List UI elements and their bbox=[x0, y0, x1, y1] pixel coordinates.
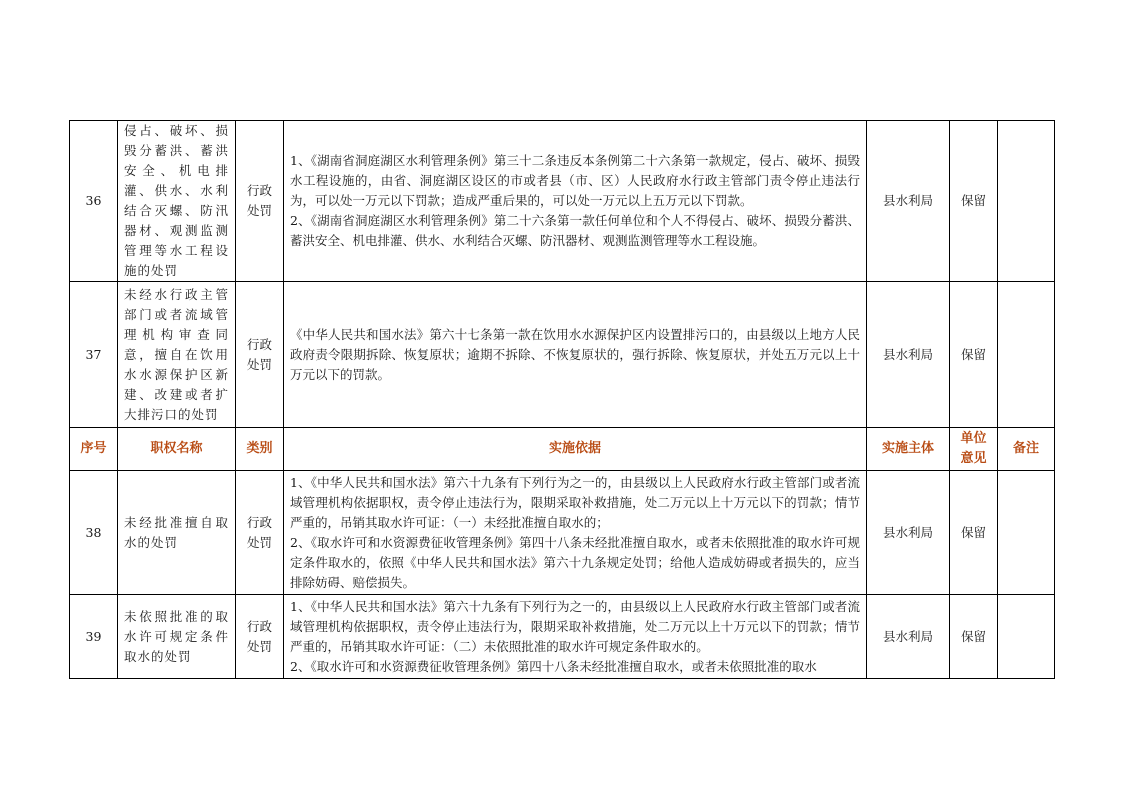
implementing-subject: 县水利局 bbox=[867, 121, 950, 282]
power-type: 行政处罚 bbox=[236, 595, 284, 679]
row-number: 39 bbox=[70, 595, 118, 679]
implementing-subject: 县水利局 bbox=[867, 282, 950, 428]
power-type: 行政处罚 bbox=[236, 471, 284, 595]
basis-paragraph: 2、《取水许可和水资源费征收管理条例》第四十八条未经批准擅自取水，或者未依照批准的取水 bbox=[290, 658, 817, 674]
power-type: 行政处罚 bbox=[236, 282, 284, 428]
powers-table bbox=[69, 120, 1055, 679]
basis-paragraph: 2、《湖南省洞庭湖区水利管理条例》第二十六条第一款任何单位和个人不得侵占、破坏、损毁分蓄洪、蓄洪安全、机电排灌、供水、水利结合灭螺、防汛器材、观测监测管理等水工程设施。 bbox=[290, 213, 860, 248]
remark-cell bbox=[998, 471, 1055, 595]
table-row bbox=[70, 595, 1055, 679]
power-name: 侵占、破坏、损毁分蓄洪、蓄洪安全、机电排灌、供水、水利结合灭螺、防汛器材、观测监测管理等水工程设施的处罚 bbox=[118, 121, 236, 282]
basis-paragraph: 2、《取水许可和水资源费征收管理条例》第四十八条未经批准擅自取水，或者未依照批准的取水许可规定条件取水的，依照《中华人民共和国水法》第六十九条规定处罚；给他人造成妨碍或者损失的，应当排除妨碍、赔偿损失。 bbox=[290, 534, 860, 590]
row-number: 36 bbox=[70, 121, 118, 282]
row-number: 38 bbox=[70, 471, 118, 595]
header-subject: 实施主体 bbox=[867, 428, 950, 471]
basis-cell bbox=[284, 471, 867, 595]
power-type: 行政处罚 bbox=[236, 121, 284, 282]
unit-opinion: 保留 bbox=[950, 282, 998, 428]
remark-cell bbox=[998, 282, 1055, 428]
basis-paragraph: 1、《湖南省洞庭湖区水利管理条例》第三十二条违反本条例第二十六条第一款规定，侵占、破坏、损毁水工程设施的，由省、洞庭湖区设区的市或者县（市、区）人民政府水行政主管部门责令停止违法行为，可以处一万元以下罚款；造成严重后果的，可以处一万元以上五万元以下罚款。 bbox=[290, 153, 860, 208]
power-name: 未依照批准的取水许可规定条件取水的处罚 bbox=[118, 595, 236, 679]
basis-cell bbox=[284, 595, 867, 679]
basis-paragraph: 《中华人民共和国水法》第六十七条第一款在饮用水水源保护区内设置排污口的，由县级以上地方人民政府责令限期拆除、恢复原状；逾期不拆除、不恢复原状的，强行拆除、恢复原状，并处五万元以上十万元以下的罚款。 bbox=[290, 326, 860, 382]
basis-cell bbox=[284, 282, 867, 428]
header-name: 职权名称 bbox=[118, 428, 236, 471]
table-row bbox=[70, 121, 1055, 282]
table-row bbox=[70, 282, 1055, 428]
power-name: 未经批准擅自取水的处罚 bbox=[118, 471, 236, 595]
header-opinion: 单位意见 bbox=[950, 428, 998, 471]
table-row bbox=[70, 471, 1055, 595]
remark-cell bbox=[998, 121, 1055, 282]
header-remark: 备注 bbox=[998, 428, 1055, 471]
basis-cell bbox=[284, 121, 867, 282]
remark-cell bbox=[998, 595, 1055, 679]
basis-paragraph: 1、《中华人民共和国水法》第六十九条有下列行为之一的，由县级以上人民政府水行政主管部门或者流域管理机构依据职权，责令停止违法行为，限期采取补救措施，处二万元以上十万元以下的罚款；情节严重的，吊销其取水许可证：（一）未经批准擅自取水的； bbox=[290, 474, 860, 530]
header-no: 序号 bbox=[70, 428, 118, 471]
unit-opinion: 保留 bbox=[950, 595, 998, 679]
basis-paragraph: 1、《中华人民共和国水法》第六十九条有下列行为之一的，由县级以上人民政府水行政主管部门或者流域管理机构依据职权，责令停止违法行为，限期采取补救措施，处二万元以上十万元以下的罚款；情节严重的，吊销其取水许可证：（二）未依照批准的取水许可规定条件取水的。 bbox=[290, 598, 860, 654]
unit-opinion: 保留 bbox=[950, 471, 998, 595]
header-basis: 实施依据 bbox=[284, 428, 867, 471]
implementing-subject: 县水利局 bbox=[867, 471, 950, 595]
unit-opinion: 保留 bbox=[950, 121, 998, 282]
implementing-subject: 县水利局 bbox=[867, 595, 950, 679]
table-header-row bbox=[70, 428, 1055, 471]
power-name: 未经水行政主管部门或者流域管理机构审查同意，擅自在饮用水水源保护区新建、改建或者扩大排污口的处罚 bbox=[118, 282, 236, 428]
row-number: 37 bbox=[70, 282, 118, 428]
header-type: 类别 bbox=[236, 428, 284, 471]
